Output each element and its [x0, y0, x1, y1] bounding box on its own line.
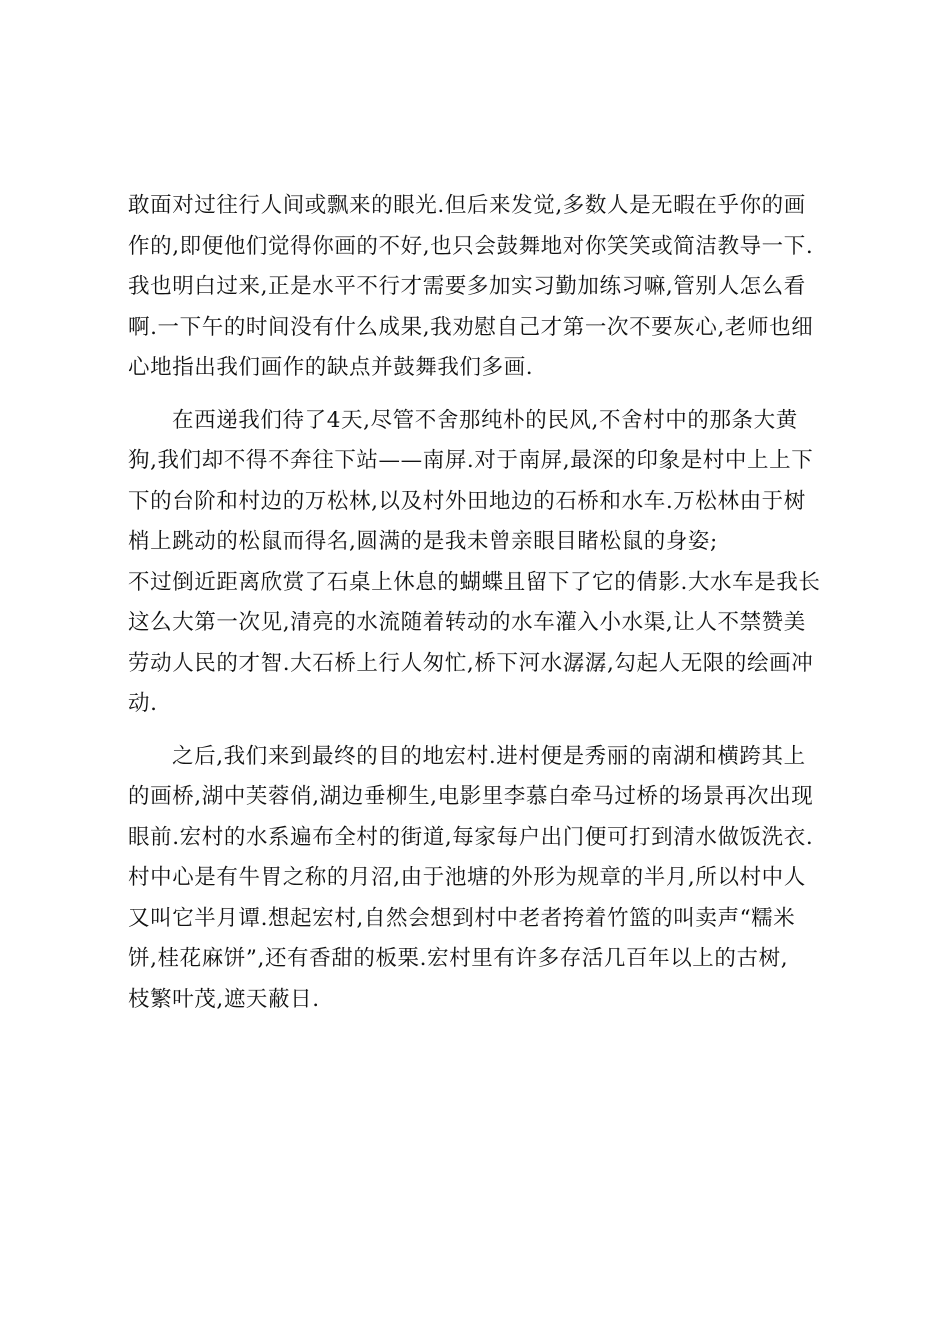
paragraph — [128, 401, 828, 725]
text-line: 作的,即便他们觉得你画的不好,也只会鼓舞地对你笑笑或简洁教导一下. — [128, 233, 814, 259]
text-line: 敢面对过往行人间或飘来的眼光.但后来发觉,多数人是无暇在乎你的画 — [128, 193, 806, 218]
text-line: 饼,桂花麻饼”,还有香甜的板栗.宏村里有许多存活几百年以上的古树, — [128, 946, 789, 971]
text-line: 眼前.宏村的水系遍布全村的街道,每家每户出门便可打到清水做饭洗衣. — [128, 824, 814, 850]
text-line: 又叫它半月谭.想起宏村,自然会想到村中老者挎着竹篮的叫卖声“糯米 — [128, 905, 796, 931]
text-line: 下的台阶和村边的万松林,以及村外田地边的石桥和水车.万松林由于树 — [128, 488, 806, 514]
text-line: 梢上跳动的松鼠而得名,圆满的是我未曾亲眼目睹松鼠的身姿; — [128, 529, 718, 554]
paragraph — [128, 186, 828, 389]
paragraph — [128, 737, 828, 1021]
text-line: 之后,我们来到最终的目的地宏村.进村便是秀丽的南湖和横跨其上 — [172, 743, 806, 769]
text-line: 狗,我们却不得不奔往下站——南屏.对于南屏,最深的印象是村中上上下 — [128, 448, 814, 473]
text-line: 在西递我们待了4天,尽管不舍那纯朴的民风,不舍村中的那条大黄 — [172, 407, 798, 433]
text-line: 枝繁叶茂,遮天蔽日. — [128, 986, 320, 1012]
text-line: 啊.一下午的时间没有什么成果,我劝慰自己才第一次不要灰心,老师也细 — [128, 314, 814, 340]
document-page — [128, 186, 828, 1032]
text-line: 我也明白过来,正是水平不行才需要多加实习勤加练习嘛,管别人怎么看 — [128, 274, 806, 299]
text-line: 动. — [128, 691, 158, 716]
text-line: 这么大第一次见,清亮的水流随着转动的水车灌入小水渠,让人不禁赞美 — [128, 610, 806, 635]
text-line: 村中心是有牛胃之称的月沼,由于池塘的外形为规章的半月,所以村中人 — [128, 865, 806, 890]
text-line: 不过倒近距离欣赏了石桌上休息的蝴蝶且留下了它的倩影.大水车是我长 — [128, 569, 821, 595]
text-line: 心地指出我们画作的缺点并鼓舞我们多画. — [128, 355, 534, 380]
text-line: 劳动人民的才智.大石桥上行人匆忙,桥下河水潺潺,勾起人无限的绘画冲 — [128, 650, 814, 676]
text-line: 的画桥,湖中芙蓉俏,湖边垂柳生,电影里李慕白牵马过桥的场景再次出现 — [128, 784, 814, 809]
